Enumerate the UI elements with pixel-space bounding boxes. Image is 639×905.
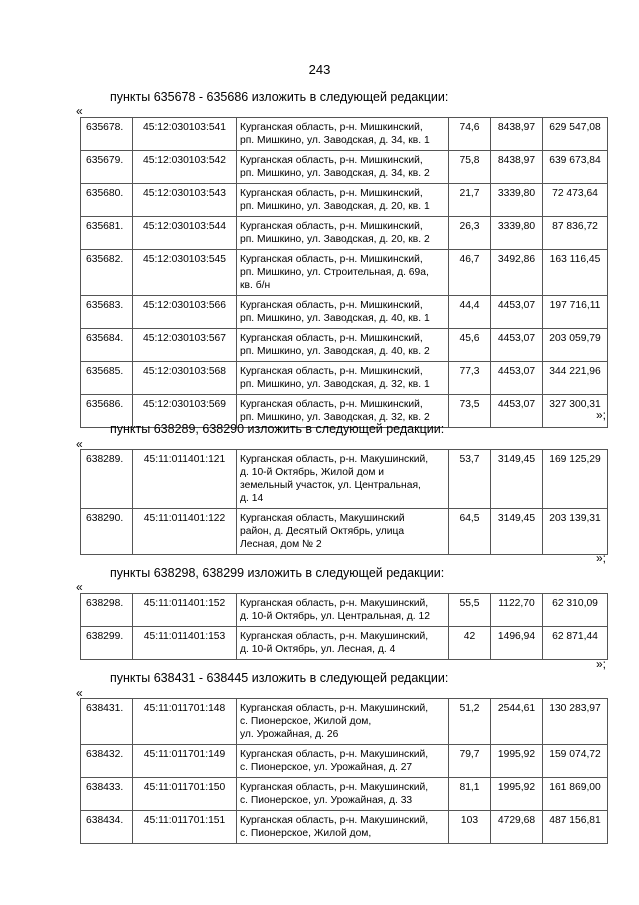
table-row [81,778,608,811]
address-line: Курганская область, р-н. Мишкинский, [240,399,423,410]
price-value: 3339,80 [491,217,543,250]
cost-value: 487 156,81 [543,811,608,844]
cadastral-number: 45:11:011701:150 [133,778,237,811]
price-value: 4453,07 [491,329,543,362]
table-row [81,811,608,844]
table-row [81,217,608,250]
address [237,362,449,395]
price-value: 8438,97 [491,118,543,151]
cost-value: 87 836,72 [543,217,608,250]
cadastral-number: 45:11:011401:121 [133,450,237,509]
area-value: 55,5 [449,594,491,627]
address-line: Лесная, дом № 2 [240,539,322,550]
address-line: с. Пионерское, ул. Урожайная, д. 33 [240,795,413,806]
row-number: 635678. [81,118,133,151]
address-line: рп. Мишкино, ул. Заводская, д. 20, кв. 2 [240,234,430,245]
address-line: ул. Урожайная, д. 26 [240,729,339,740]
cadastral-number: 45:12:030103:542 [133,151,237,184]
section-intro: пункты 635678 - 635686 изложить в следующей редакции: [110,90,449,104]
cadastral-number: 45:11:011701:151 [133,811,237,844]
cadastral-number: 45:12:030103:569 [133,395,237,428]
cost-value: 203 059,79 [543,329,608,362]
property-table [80,593,608,660]
price-value: 8438,97 [491,151,543,184]
area-value: 79,7 [449,745,491,778]
address [237,745,449,778]
area-value: 45,6 [449,329,491,362]
table-row [81,151,608,184]
row-number: 635681. [81,217,133,250]
cost-value: 72 473,64 [543,184,608,217]
price-value: 3149,45 [491,450,543,509]
address-line: д. 10-й Октябрь, Жилой дом и [240,467,385,478]
cadastral-number: 45:12:030103:566 [133,296,237,329]
address [237,778,449,811]
area-value: 53,7 [449,450,491,509]
table-row [81,699,608,745]
row-number: 635680. [81,184,133,217]
cost-value: 629 547,08 [543,118,608,151]
close-quote: »; [595,551,606,565]
area-value: 73,5 [449,395,491,428]
address-line: Курганская область, р-н. Мишкинский, [240,122,423,133]
cost-value: 62 871,44 [543,627,608,660]
address-line: Курганская область, р-н. Макушинский, [240,598,429,609]
close-quote: »; [595,408,606,422]
row-number: 638290. [81,509,133,555]
address-line: д. 10-й Октябрь, ул. Лесная, д. 4 [240,644,396,655]
address-line: с. Пионерское, Жилой дом, [240,716,372,727]
table-row [81,184,608,217]
open-quote: « [76,580,83,594]
area-value: 46,7 [449,250,491,296]
area-value: 74,6 [449,118,491,151]
cost-value: 62 310,09 [543,594,608,627]
row-number: 635686. [81,395,133,428]
open-quote: « [76,104,83,118]
cadastral-number: 45:12:030103:541 [133,118,237,151]
area-value: 64,5 [449,509,491,555]
open-quote: « [76,686,83,700]
address-line: рп. Мишкино, ул. Заводская, д. 40, кв. 1 [240,313,430,324]
cadastral-number: 45:11:011701:149 [133,745,237,778]
address [237,250,449,296]
cost-value: 344 221,96 [543,362,608,395]
area-value: 51,2 [449,699,491,745]
price-value: 2544,61 [491,699,543,745]
address-line: д. 14 [240,493,264,504]
price-value: 4729,68 [491,811,543,844]
cost-value: 163 116,45 [543,250,608,296]
address [237,329,449,362]
address-line: Курганская область, р-н. Мишкинский, [240,366,423,377]
address-line: Курганская область, р-н. Макушинский, [240,631,429,642]
row-number: 635685. [81,362,133,395]
price-value: 4453,07 [491,362,543,395]
row-number: 638298. [81,594,133,627]
address-line: рп. Мишкино, ул. Заводская, д. 34, кв. 1 [240,135,430,146]
price-value: 4453,07 [491,395,543,428]
address-line: Курганская область, р-н. Макушинский, [240,703,429,714]
table-row [81,627,608,660]
area-value: 21,7 [449,184,491,217]
row-number: 638434. [81,811,133,844]
address [237,811,449,844]
row-number: 638289. [81,450,133,509]
address-line: Курганская область, р-н. Макушинский, [240,782,429,793]
area-value: 26,3 [449,217,491,250]
table-row [81,450,608,509]
section-intro: пункты 638298, 638299 изложить в следующей редакции: [110,566,445,580]
row-number: 638433. [81,778,133,811]
address-line: рп. Мишкино, ул. Строительная, д. 69а, [240,267,429,278]
address-line: Курганская область, р-н. Мишкинский, [240,333,423,344]
address [237,627,449,660]
address-line: рп. Мишкино, ул. Заводская, д. 32, кв. 1 [240,379,430,390]
address [237,118,449,151]
page-number: 243 [308,62,331,77]
row-number: 635682. [81,250,133,296]
table-row [81,594,608,627]
row-number: 635683. [81,296,133,329]
cost-value: 169 125,29 [543,450,608,509]
address-line: Курганская область, р-н. Мишкинский, [240,300,423,311]
address [237,594,449,627]
address-line: с. Пионерское, ул. Урожайная, д. 27 [240,762,413,773]
address-line: рп. Мишкино, ул. Заводская, д. 40, кв. 2 [240,346,430,357]
row-number: 638431. [81,699,133,745]
row-number: 638299. [81,627,133,660]
price-value: 3339,80 [491,184,543,217]
address-line: рп. Мишкино, ул. Заводская, д. 32, кв. 2 [240,412,430,423]
address-line: Курганская область, р-н. Мишкинский, [240,188,423,199]
cadastral-number: 45:12:030103:545 [133,250,237,296]
address-line: рп. Мишкино, ул. Заводская, д. 20, кв. 1 [240,201,430,212]
row-number: 635684. [81,329,133,362]
table-row [81,745,608,778]
price-value: 3492,86 [491,250,543,296]
cadastral-number: 45:11:011401:122 [133,509,237,555]
address [237,509,449,555]
table-row [81,250,608,296]
cadastral-number: 45:11:011701:148 [133,699,237,745]
address [237,699,449,745]
area-value: 44,4 [449,296,491,329]
address-line: Курганская область, р-н. Макушинский, [240,454,429,465]
area-value: 77,3 [449,362,491,395]
area-value: 75,8 [449,151,491,184]
cost-value: 159 074,72 [543,745,608,778]
area-value: 103 [449,811,491,844]
cadastral-number: 45:11:011401:152 [133,594,237,627]
close-quote: »; [595,657,606,671]
cadastral-number: 45:12:030103:567 [133,329,237,362]
row-number: 638432. [81,745,133,778]
address [237,217,449,250]
property-table [80,117,608,428]
section-intro: пункты 638431 - 638445 изложить в следующей редакции: [110,671,449,685]
property-table [80,449,608,555]
cost-value: 161 869,00 [543,778,608,811]
cost-value: 203 139,31 [543,509,608,555]
table-row [81,296,608,329]
address-line: рп. Мишкино, ул. Заводская, д. 34, кв. 2 [240,168,430,179]
cost-value: 130 283,97 [543,699,608,745]
cadastral-number: 45:11:011401:153 [133,627,237,660]
row-number: 635679. [81,151,133,184]
cadastral-number: 45:12:030103:543 [133,184,237,217]
price-value: 1496,94 [491,627,543,660]
table-row [81,118,608,151]
cost-value: 197 716,11 [543,296,608,329]
price-value: 4453,07 [491,296,543,329]
address-line: Курганская область, р-н. Мишкинский, [240,221,423,232]
price-value: 1122,70 [491,594,543,627]
area-value: 42 [449,627,491,660]
section-intro: пункты 638289, 638290 изложить в следующей редакции: [110,422,445,436]
address-line: Курганская область, р-н. Макушинский, [240,815,429,826]
address-line: район, д. Десятый Октябрь, улица [240,526,405,537]
address [237,450,449,509]
address-line: Курганская область, р-н. Мишкинский, [240,155,423,166]
address [237,296,449,329]
address [237,184,449,217]
cost-value: 327 300,31 [543,395,608,428]
table-row [81,509,608,555]
address-line: Курганская область, р-н. Мишкинский, [240,254,423,265]
cadastral-number: 45:12:030103:544 [133,217,237,250]
table-row [81,362,608,395]
address-line: Курганская область, Макушинский [240,513,405,524]
property-table [80,698,608,844]
price-value: 1995,92 [491,778,543,811]
cost-value: 639 673,84 [543,151,608,184]
price-value: 1995,92 [491,745,543,778]
address-line: д. 10-й Октябрь, ул. Центральная, д. 12 [240,611,430,622]
price-value: 3149,45 [491,509,543,555]
area-value: 81,1 [449,778,491,811]
address-line: Курганская область, р-н. Макушинский, [240,749,429,760]
address-line: кв. б/н [240,280,271,291]
table-row [81,329,608,362]
address-line: земельный участок, ул. Центральная, [240,480,421,491]
open-quote: « [76,437,83,451]
cadastral-number: 45:12:030103:568 [133,362,237,395]
address [237,151,449,184]
address-line: с. Пионерское, Жилой дом, [240,828,372,839]
